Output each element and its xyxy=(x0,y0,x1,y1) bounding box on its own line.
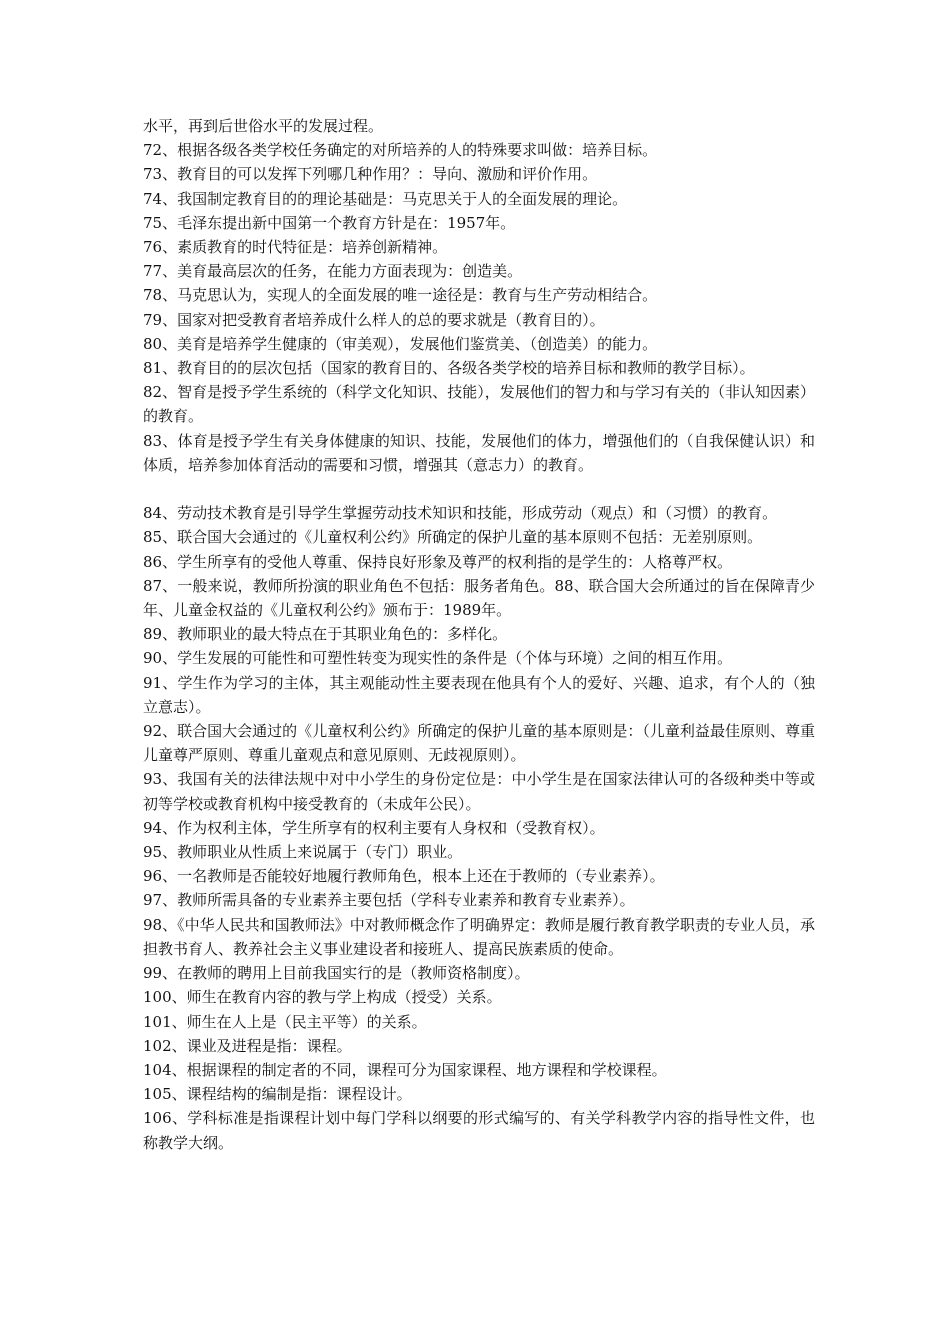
paragraph-93: 93、我国有关的法律法规中对中小学生的身份定位是：中小学生是在国家法律认可的各级种类中等或初等学校或教育机构中接受教育的（未成年公民）。 xyxy=(143,770,815,813)
paragraph-100: 100、师生在教育内容的教与学上构成（授受）关系。 xyxy=(143,988,502,1007)
paragraph-80: 80、美育是培养学生健康的（审美观），发展他们鉴赏美、（创造美）的能力。 xyxy=(143,334,658,353)
paragraph-83: 83、体育是授予学生有关身体健康的知识、技能，发展他们的体力，增强他们的（自我保健认识）和体质，培养参加体育活动的需要和习惯，增强其（意志力）的教育。 xyxy=(143,431,815,474)
paragraph-77: 77、美育最高层次的任务，在能力方面表现为：创造美。 xyxy=(143,262,523,281)
paragraph-72: 72、根据各级各类学校任务确定的对所培养的人的特殊要求叫做：培养目标。 xyxy=(143,141,658,160)
document-page xyxy=(143,114,815,1155)
paragraph-97: 97、教师所需具备的专业素养主要包括（学科专业素养和教育专业素养）。 xyxy=(143,891,635,910)
paragraph-90: 90、学生发展的可能性和可塑性转变为现实性的条件是（个体与环境）之间的相互作用。 xyxy=(143,649,733,668)
paragraph-0: 水平，再到后世俗水平的发展过程。 xyxy=(143,117,384,135)
paragraph-95: 95、教师职业从性质上来说属于（专门）职业。 xyxy=(143,843,463,862)
paragraph-86: 86、学生所享有的受他人尊重、保持良好形象及尊严的权利指的是学生的：人格尊严权。 xyxy=(143,552,733,571)
paragraph-96: 96、一名教师是否能较好地履行教师角色，根本上还在于教师的（专业素养）。 xyxy=(143,867,665,886)
paragraph-85: 85、联合国大会通过的《儿童权利公约》所确定的保护儿童的基本原则不包括：无差别原则。 xyxy=(143,528,763,547)
paragraph-101: 101、师生在人上是（民主平等）的关系。 xyxy=(143,1012,427,1031)
paragraph-104: 104、根据课程的制定者的不同，课程可分为国家课程、地方课程和学校课程。 xyxy=(143,1060,667,1079)
paragraph-106: 106、学科标准是指课程计划中每门学科以纲要的形式编写的、有关学科教学内容的指导性文件，也称教学大纲。 xyxy=(143,1109,815,1152)
paragraph-74: 74、我国制定教育目的的理论基础是：马克思关于人的全面发展的理论。 xyxy=(143,189,628,208)
paragraph-79: 79、国家对把受教育者培养成什么样人的总的要求就是（教育目的）。 xyxy=(143,310,605,329)
paragraph-89: 89、教师职业的最大特点在于其职业角色的：多样化。 xyxy=(143,625,508,644)
paragraph-75: 75、毛泽东提出新中国第一个教育方针是在：1957年。 xyxy=(143,213,516,232)
paragraph-84: 84、劳动技术教育是引导学生掌握劳动技术知识和技能，形成劳动（观点）和（习惯）的教育。 xyxy=(143,504,778,523)
paragraph-87: 87、一般来说，教师所扮演的职业角色不包括：服务者角色。88、联合国大会所通过的旨在保障青少年、儿童金权益的《儿童权利公约》颁布于：1989年。 xyxy=(143,576,815,620)
paragraph-78: 78、马克思认为，实现人的全面发展的唯一途径是：教育与生产劳动相结合。 xyxy=(143,286,658,305)
paragraph-82: 82、智育是授予学生系统的（科学文化知识、技能），发展他们的智力和与学习有关的（非认知因素）的教育。 xyxy=(143,383,815,426)
paragraph-81: 81、教育目的的层次包括（国家的教育目的、各级各类学校的培养目标和教师的教学目标）。 xyxy=(143,359,755,378)
blank-line xyxy=(143,477,815,501)
paragraph-91: 91、学生作为学习的主体，其主观能动性主要表现在他具有个人的爱好、兴趣、追求，有个人的（独立意志）。 xyxy=(143,673,815,716)
paragraph-92: 92、联合国大会通过的《儿童权利公约》所确定的保护儿童的基本原则是：（儿童利益最佳原则、尊重儿童尊严原则、尊重儿童观点和意见原则、无歧视原则）。 xyxy=(143,722,815,765)
paragraph-98: 98、《中华人民共和国教师法》中对教师概念作了明确界定：教师是履行教育教学职责的专业人员，承担教书育人、教养社会主义事业建设者和接班人、提高民族素质的使命。 xyxy=(143,915,815,958)
paragraph-99: 99、在教师的聘用上目前我国实行的是（教师资格制度）。 xyxy=(143,964,530,983)
paragraph-102: 102、课业及进程是指：课程。 xyxy=(143,1036,352,1055)
paragraph-94: 94、作为权利主体，学生所享有的权利主要有人身权和（受教育权）。 xyxy=(143,818,605,837)
paragraph-105: 105、课程结构的编制是指：课程设计。 xyxy=(143,1085,412,1104)
paragraph-76: 76、素质教育的时代特征是：培养创新精神。 xyxy=(143,238,448,257)
paragraph-73: 73、教育目的可以发挥下列哪几种作用？：导向、激励和评价作用。 xyxy=(143,165,598,184)
